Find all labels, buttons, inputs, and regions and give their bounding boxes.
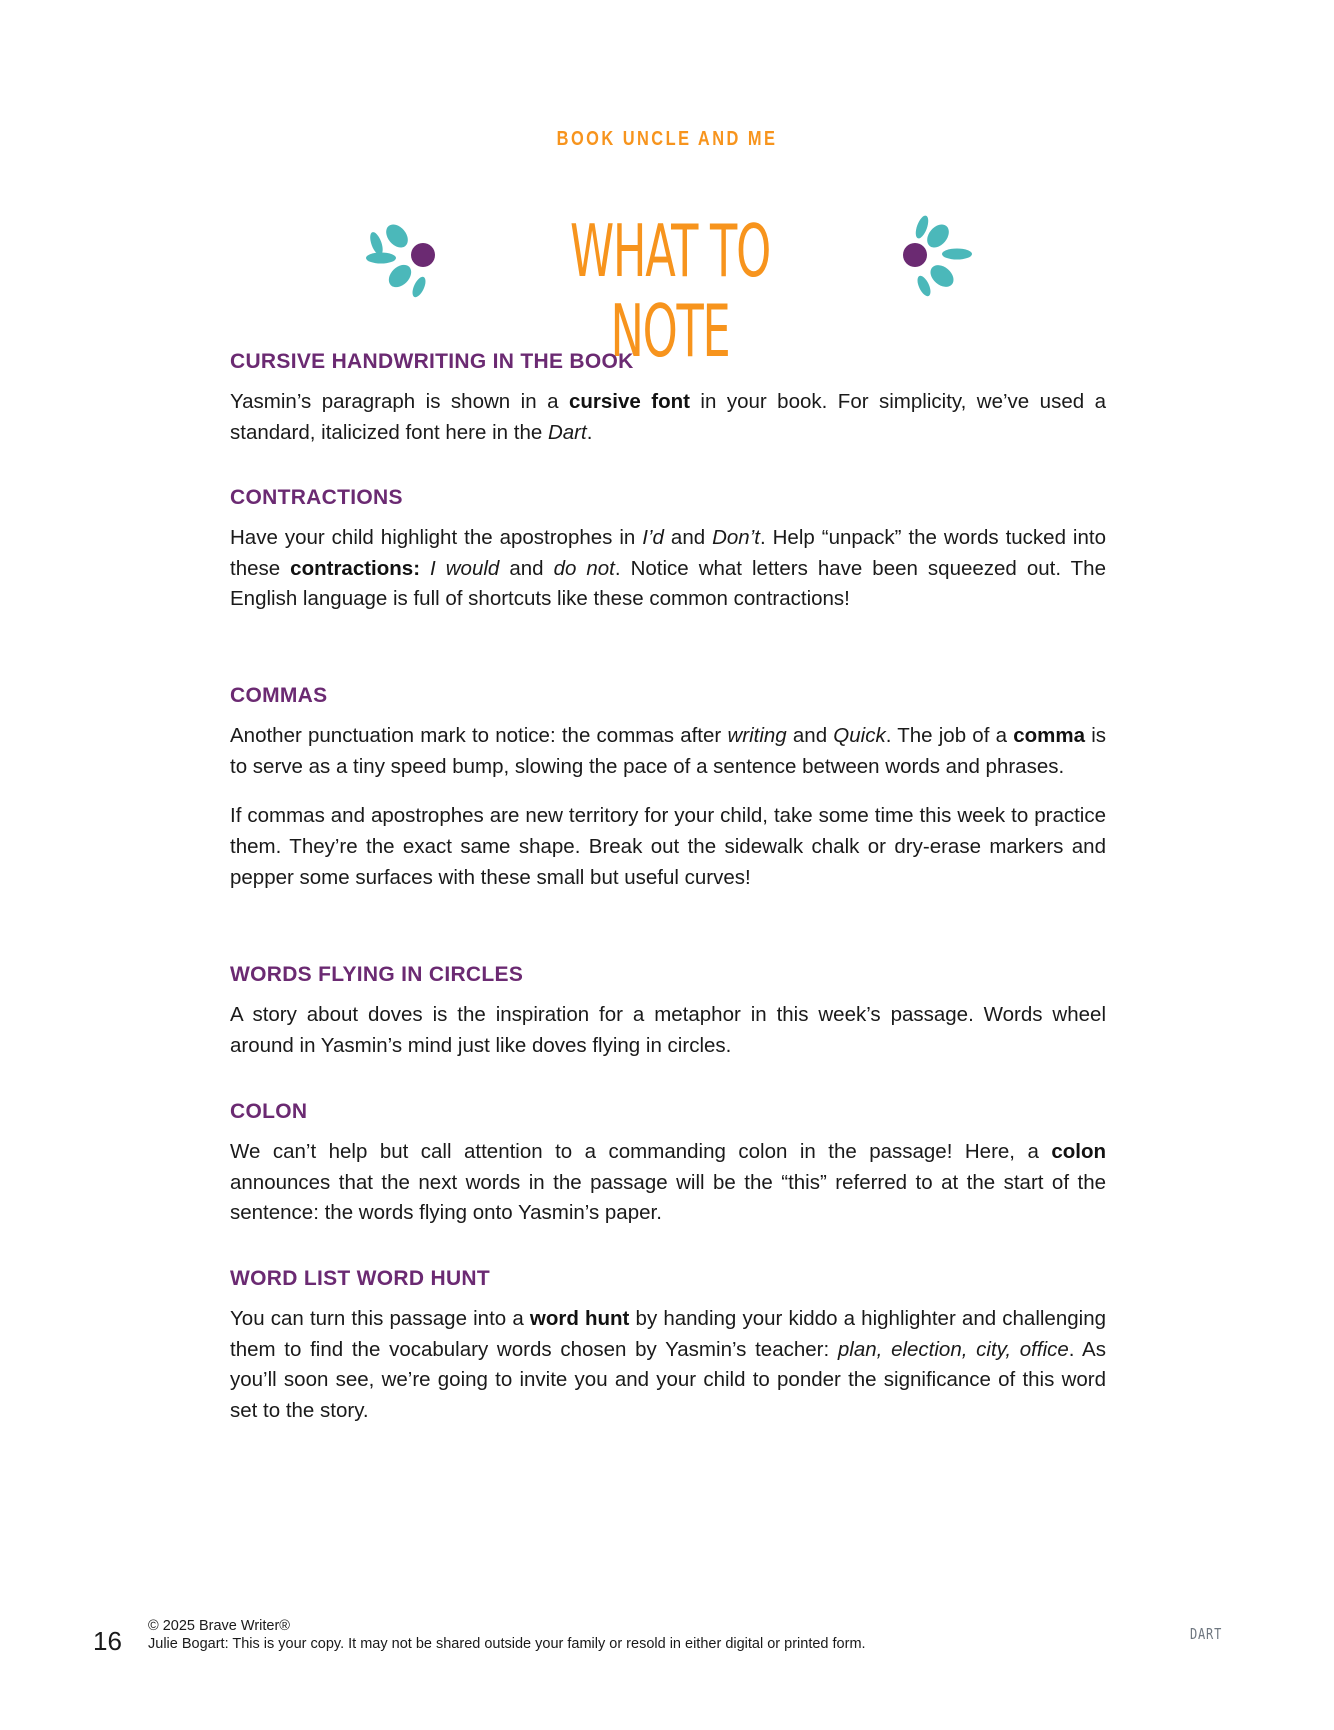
text-run: announces that the next words in the passage will be the “this” referred to at the start of the sentence: the words flying onto Yasmin’s paper. [230,1170,1106,1225]
section-word-hunt [230,1267,1106,1427]
bold-term: cursive font [568,390,690,413]
text-run: Another punctuation mark to notice: the commas after [230,724,728,747]
text-run: Have your child highlight the apostrophes in [230,526,643,549]
section-paragraph [230,387,1106,448]
section-paragraph [230,801,1106,893]
text-run: and [663,526,713,549]
footer-notice: Julie Bogart: This is your copy. It may not be shared outside your family or resold in either digital or printed form. [148,1636,866,1652]
section-paragraph [230,1000,1106,1061]
flower-left-icon [350,205,450,305]
italic-term: Quick [833,724,886,747]
bold-term: comma [1013,724,1085,747]
page-number: 16 [93,1626,122,1656]
section-heading: COLON [230,1100,308,1123]
flower-right-icon [880,205,980,305]
text-run: . [586,420,593,444]
dart-logo: DART [1190,1625,1223,1643]
italic-term: I’d [642,526,664,549]
bold-term: colon [1051,1140,1106,1163]
section-paragraph [230,1137,1106,1229]
text-run: A story about doves is the inspiration for a metaphor in this week’s passage. Words wheel around in Yasmin’s mind just like doves flying in circles. [230,1003,1106,1057]
book-title-kicker: BOOK UNCLE AND ME [556,128,778,150]
text-run [420,557,430,580]
text-run: You can turn this passage into a [230,1307,530,1330]
text-run: If commas and apostrophes are new territory for your child, take some time this week to practice them. They’re the exact same shape. Break out the sidewalk chalk or dry-erase markers and pepper some surfaces with these small but useful curves! [230,804,1106,889]
section-cursive-handwriting [230,350,1106,448]
section-paragraph [230,721,1106,782]
italic-term: do not [553,556,615,580]
section-paragraph [230,1304,1106,1427]
page-title: WHAT TO NOTE [570,209,770,373]
section-heading: CURSIVE HANDWRITING IN THE BOOK [230,350,634,373]
section-heading: WORDS FLYING IN CIRCLES [230,963,524,986]
text-run: is to serve as a tiny speed bump, slowing the pace of a sentence between words and phrases. [230,724,1107,778]
footer-copyright: © 2025 Brave Writer® [148,1618,290,1634]
text-run: . As you’ll soon see, we’re going to invite you and your child to ponder the significance of this word set to the story. [230,1337,1106,1423]
text-run: by handing your kiddo a highlighter and challenging them to find the vocabulary words chosen by Yasmin’s teacher: [230,1307,1106,1361]
section-heading: WORD LIST WORD HUNT [230,1267,490,1290]
section-heading: CONTRACTIONS [230,486,403,509]
section-colon [230,1100,1106,1229]
italic-term: Dart [547,420,587,444]
text-run: and [786,724,834,747]
text-run: . The job of a [885,724,1014,747]
text-run: . Help “unpack” the words tucked into these [230,526,1106,580]
bold-term: contractions: [290,556,421,580]
italic-term: I would [430,556,500,580]
text-run: and [499,556,554,580]
italic-term: Don’t [712,526,760,549]
text-run: Yasmin’s paragraph is shown in a [230,390,569,413]
italic-term: plan, election, city, office [837,1337,1069,1361]
section-paragraph [230,523,1106,615]
italic-term: writing [727,724,787,747]
section-contractions [230,486,1106,615]
section-commas [230,684,1106,894]
bold-term: word hunt [529,1307,630,1330]
text-run: We can’t help but call attention to a commanding colon in the passage! Here, a [230,1140,1052,1163]
section-heading: COMMAS [230,684,328,707]
text-run: in your book. For simplicity, we’ve used a standard, italicized font here in the [230,390,1106,444]
section-words-flying [230,963,1106,1061]
footer-copyright-block [148,1617,866,1653]
text-run: . Notice what letters have been squeezed out. The English language is full of shortcuts like these common contractions! [230,556,1106,611]
